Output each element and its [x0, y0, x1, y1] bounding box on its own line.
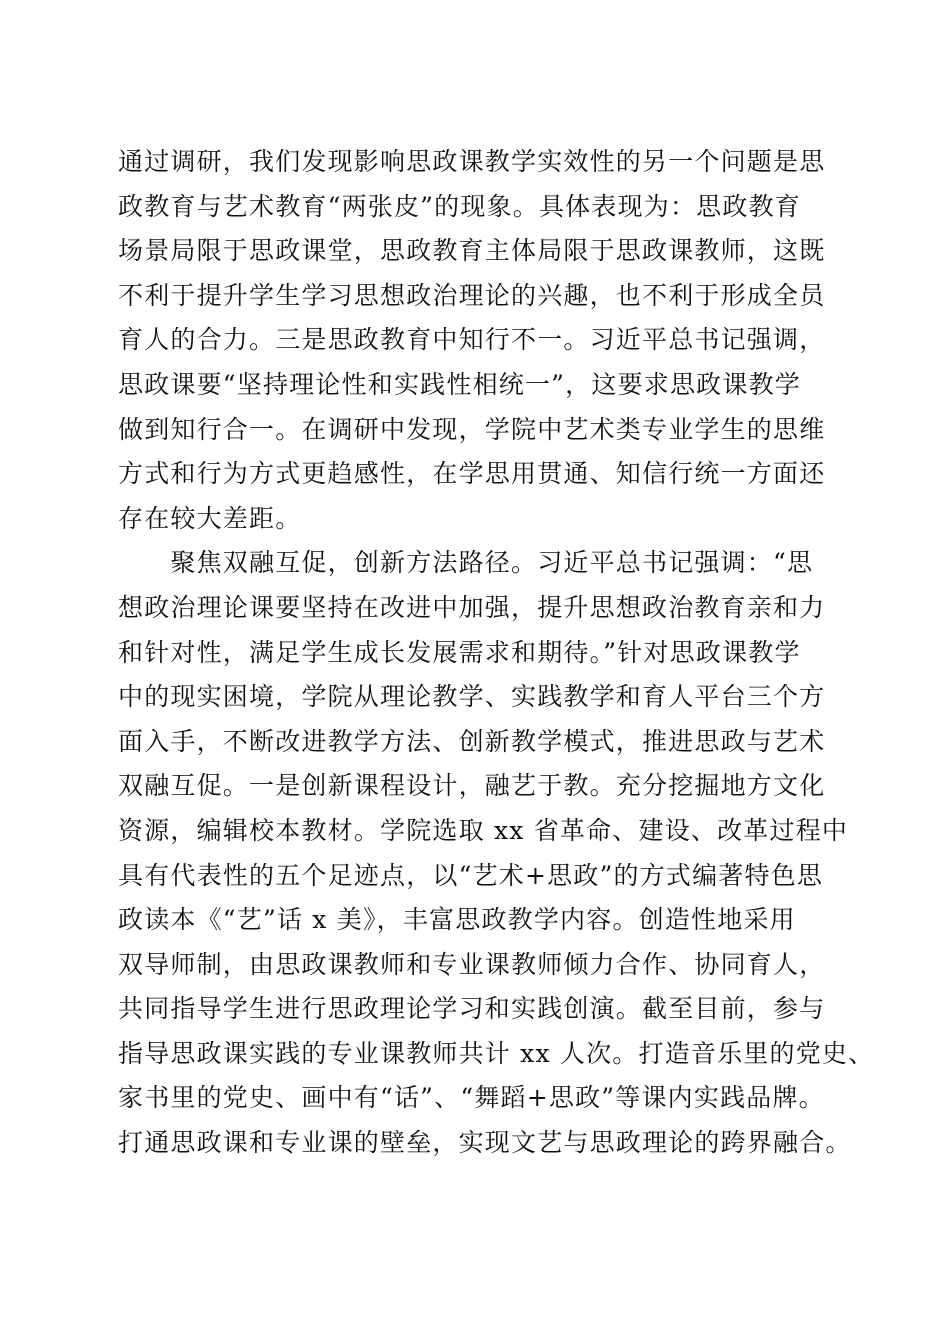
paragraph-2 — [118, 541, 875, 1165]
text-line: 育人的合力。三是思政教育中知行不一。习近平总书记强调， — [118, 325, 826, 355]
text-line: 中的现实困境，学院从理论教学、实践教学和育人平台三个方 — [118, 682, 826, 712]
text-line: 指导思政课实践的专业课教师共计 xx 人次。打造音乐里的党史、 — [118, 1038, 875, 1068]
text-line: 双融互促。一是创新课程设计，融艺于教。充分挖掘地方文化 — [118, 771, 826, 801]
text-line: 聚焦双融互促，创新方法路径。习近平总书记强调：“思 — [118, 548, 814, 578]
text-line: 共同指导学生进行思政理论学习和实践创演。截至目前，参与 — [118, 994, 826, 1024]
text-line: 具有代表性的五个足迹点，以“艺术+思政”的方式编著特色思 — [118, 860, 824, 890]
text-line: 面入手，不断改进教学方法、创新教学模式，推进思政与艺术 — [118, 726, 826, 756]
text-line: 家书里的党史、画中有“话”、“舞蹈+思政”等课内实践品牌。 — [118, 1083, 825, 1113]
text-line: 不利于提升学生学习思想政治理论的兴趣，也不利于形成全员 — [118, 280, 826, 310]
text-line: 做到知行合一。在调研中发现，学院中艺术类专业学生的思维 — [118, 414, 826, 444]
text-line: 双导师制，由思政课教师和专业课教师倾力合作、协同育人， — [118, 949, 826, 979]
paragraph-1 — [118, 140, 830, 541]
text-line: 资源，编辑校本教材。学院选取 xx 省革命、建设、改革过程中 — [118, 815, 849, 845]
text-line: 打通思政课和专业课的壁垒，实现文艺与思政理论的跨界融合。 — [118, 1128, 852, 1158]
text-line: 场景局限于思政课堂，思政教育主体局限于思政课教师，这既 — [118, 236, 826, 266]
text-line: 政读本《“艺”话 x 美》，丰富思政教学内容。创造性地采用 — [118, 905, 796, 935]
text-line: 通过调研，我们发现影响思政课教学实效性的另一个问题是思 — [118, 147, 826, 176]
text-line: 存在较大差距。 — [118, 503, 302, 533]
text-line: 方式和行为方式更趋感性，在学思用贯通、知信行统一方面还 — [118, 459, 826, 489]
text-line: 思政课要“坚持理论性和实践性相统一”，这要求思政课教学 — [118, 369, 801, 399]
text-line: 和针对性，满足学生成长发展需求和期待。”针对思政课教学 — [118, 637, 801, 667]
text-line: 政教育与艺术教育“两张皮”的现象。具体表现为：思政教育 — [118, 191, 801, 221]
text-line: 想政治理论课要坚持在改进中加强，提升思想政治教育亲和力 — [118, 592, 826, 622]
body-text — [118, 140, 875, 1166]
